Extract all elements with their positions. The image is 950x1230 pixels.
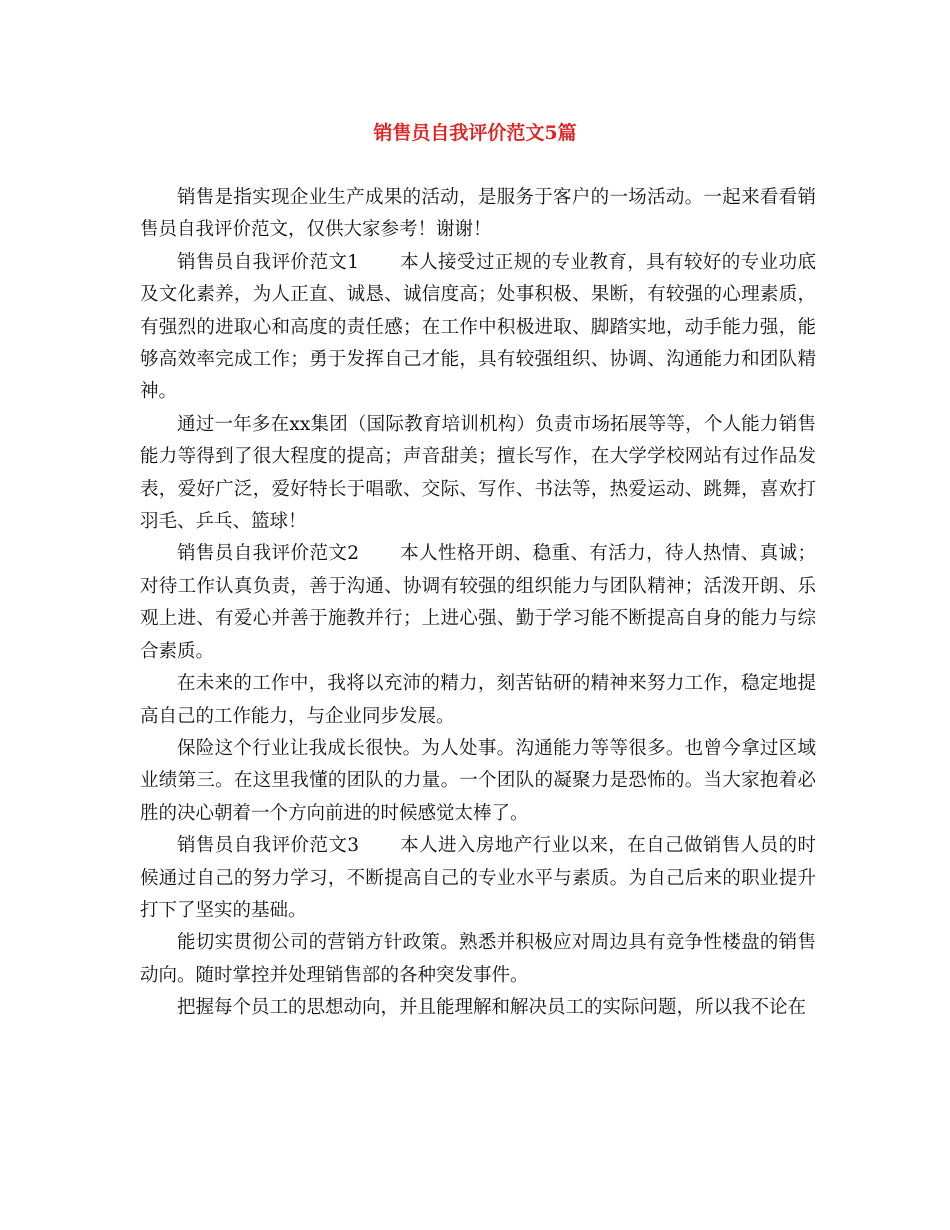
paragraph-insurance: 保险这个行业让我成长很快。为人处事。沟通能力等等很多。也曾今拿过区域业绩第三。在这里我懂的团队的力量。一个团队的凝聚力是恐怖的。当大家抱着必胜的决心朝着一个方向前进的时候感觉太棒了。 bbox=[140, 737, 816, 824]
document-body bbox=[140, 182, 816, 1025]
sample-heading: 销售员自我评价范文3 bbox=[177, 835, 360, 857]
paragraph-sample-3: 销售员自我评价范文3 本人进入房地产行业以来，在自己做销售人员的时候通过自己的努力学习，不断提高自己的专业水平与素质。为自己后来的职业提升打下了坚实的基础。 bbox=[140, 835, 816, 921]
paragraph-sample-1: 销售员自我评价范文1 本人接受过正规的专业教育，具有较好的专业功底及文化素养，为人正直、诚恳、诚信度高；处事积极、果断，有较强的心理素质，有强烈的进取心和高度的责任感；在工作中积极进取、脚踏实地，动手能力强，能够高效率完成工作；勇于发挥自己才能，具有较强组织、协调、沟通能力和团队精神。 bbox=[140, 251, 816, 403]
paragraph-experience: 通过一年多在xx集团（国际教育培训机构）负责市场拓展等等，个人能力销售能力等得到了很大程度的提高；声音甜美；擅长写作，在大学学校网站有过作品发表，爱好广泛，爱好特长于唱歌、交际、写作、书法等，热爱运动、跳舞，喜欢打羽毛、乒乓、篮球！ bbox=[140, 413, 816, 533]
sample-heading: 销售员自我评价范文1 bbox=[177, 251, 360, 273]
paragraph-staff: 把握每个员工的思想动向，并且能理解和解决员工的实际问题，所以我不论在 bbox=[177, 997, 807, 1019]
document-title: 销售员自我评价范文5篇 bbox=[373, 122, 577, 144]
paragraph-policy: 能切实贯彻公司的营销方针政策。熟悉并积极应对周边具有竞争性楼盘的销售动向。随时掌控并处理销售部的各种突发事件。 bbox=[140, 932, 816, 986]
paragraph-sample-2: 销售员自我评价范文2 本人性格开朗、稳重、有活力，待人热情、真诚；对待工作认真负责，善于沟通、协调有较强的组织能力与团队精神；活泼开朗、乐观上进、有爱心并善于施教并行；上进心强、勤于学习能不断提高自身的能力与综合素质。 bbox=[140, 543, 816, 662]
paragraph-intro: 销售是指实现企业生产成果的活动，是服务于客户的一场活动。一起来看看销售员自我评价范文，仅供大家参考！谢谢！ bbox=[140, 187, 816, 241]
sample-heading: 销售员自我评价范文2 bbox=[177, 543, 360, 565]
paragraph-future: 在未来的工作中，我将以充沛的精力，刻苦钻研的精神来努力工作，稳定地提高自己的工作能力，与企业同步发展。 bbox=[140, 673, 816, 727]
